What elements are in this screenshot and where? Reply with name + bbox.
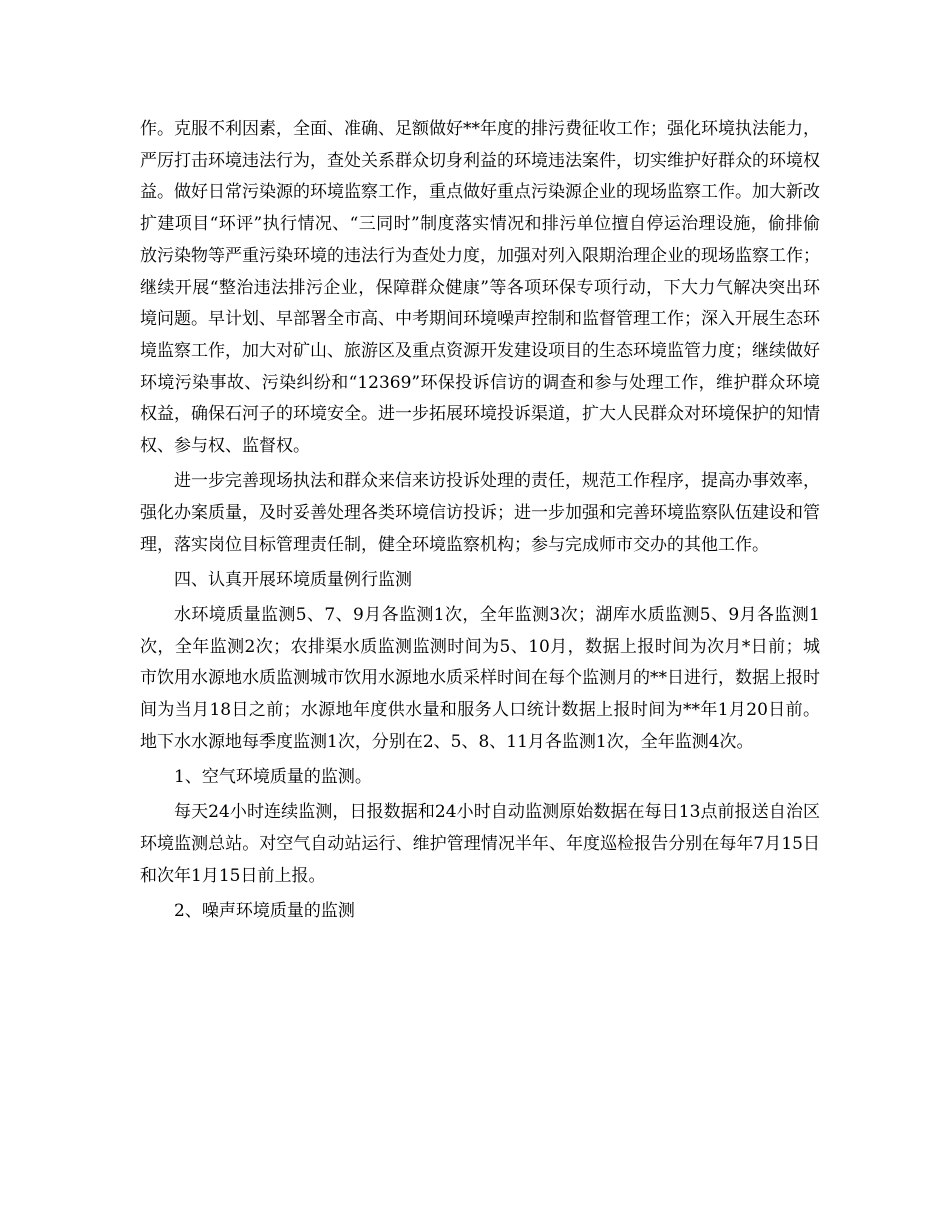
subheading-noise-monitoring: 2、噪声环境质量的监测 xyxy=(174,900,355,921)
paragraph-air-monitoring: 每天24小时连续监测，日报数据和24小时自动监测原始数据在每日13点前报送自治区环境监测总站。对空气自动站运行、维护管理情况半年、年度巡检报告分别在每年7月15日和次年1月15日前上报。 xyxy=(140,802,820,886)
section-heading-monitoring: 四、认真开展环境质量例行监测 xyxy=(174,569,412,590)
document-page xyxy=(140,114,820,931)
paragraph-enforcement: 作。克服不利因素，全面、准确、足额做好**年度的排污费征收工作；强化环境执法能力，严厉打击环境违法行为，查处关系群众切身利益的环境违法案件，切实维护好群众的环境权益。做好日常污染源的环境监察工作，重点做好重点污染源企业的现场监察工作。加大新改扩建项目“环评”执行情况、“三同时”制度落实情况和排污单位擅自停运治理设施，偷排偷放污染物等严重污染环境的违法行为查处力度，加强对列入限期治理企业的现场监察工作；继续开展“整治违法排污企业，保障群众健康”等各项环保专项行动，下大力气解决突出环境问题。早计划、早部署全市高、中考期间环境噪声控制和监督管理工作；深入开展生态环境监察工作，加大对矿山、旅游区及重点资源开发建设项目的生态环境监管力度；继续做好环境污染事故、污染纠纷和“12369”环保投诉信访的调查和参与处理工作，维护群众环境权益，确保石河子的环境安全。进一步拓展环境投诉渠道，扩大人民群众对环境保护的知情权、参与权、监督权。 xyxy=(140,119,820,457)
subheading-air-monitoring: 1、空气环境质量的监测。 xyxy=(174,767,372,788)
paragraph-water-monitoring: 水环境质量监测5、7、9月各监测1次，全年监测3次；湖库水质监测5、9月各监测1次，全年监测2次；农排渠水质监测监测时间为5、10月，数据上报时间为次月*日前；城市饮用水源地水质监测城市饮用水源地水质采样时间在每个监测月的**日进行，数据上报时间为当月18日之前；水源地年度供水量和服务人口统计数据上报时间为**年1月20日前。地下水水源地每季度监测1次，分别在2、5、8、11月各监测1次，全年监测4次。 xyxy=(140,605,820,752)
paragraph-complaints: 进一步完善现场执法和群众来信来访投诉处理的责任，规范工作程序，提高办事效率，强化办案质量，及时妥善处理各类环境信访投诉；进一步加强和完善环境监察队伍建设和管理，落实岗位目标管理责任制，健全环境监察机构；参与完成师市交办的其他工作。 xyxy=(140,471,820,555)
